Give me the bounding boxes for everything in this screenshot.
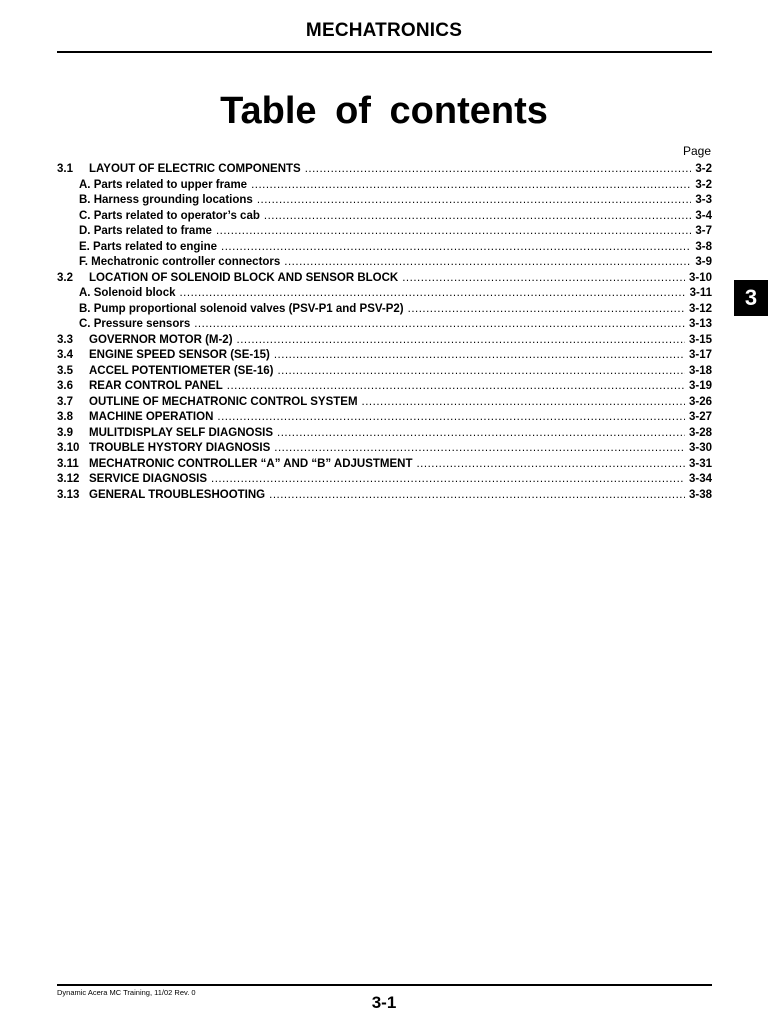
toc-entry-page: 3-38 (688, 488, 712, 501)
toc-entry-number: 3.13 (57, 488, 80, 501)
toc-entry-page: 3-19 (688, 380, 712, 392)
toc-entry[interactable] (57, 303, 712, 319)
toc-entry[interactable] (57, 318, 712, 334)
toc-entry-number: 3.3 (57, 333, 73, 346)
toc-entry-page: 3-34 (688, 473, 712, 485)
toc-entry-page: 3-13 (688, 318, 712, 330)
toc-entry-label: C. Parts related to operator’s cab (79, 209, 260, 222)
toc-entry-label: D. Parts related to frame (79, 225, 212, 237)
toc-entry-number: 3.9 (57, 426, 73, 439)
toc-entry-page: 3-28 (688, 426, 712, 439)
toc-entry-label: ENGINE SPEED SENSOR (SE-15) (89, 349, 270, 361)
footer-document-info: Dynamic Acera MC Training, 11/02 Rev. 0 (57, 988, 196, 997)
toc-dot-leader (305, 163, 692, 175)
toc-entry-label: LAYOUT OF ELECTRIC COMPONENTS (89, 163, 301, 175)
toc-entry-label: A. Parts related to upper frame (79, 178, 248, 191)
toc-entry-label: GOVERNOR MOTOR (M-2) (89, 333, 233, 346)
toc-entry-label: MECHATRONIC CONTROLLER “A” AND “B” ADJUSTMENT (89, 457, 413, 470)
toc-dot-leader (408, 303, 685, 315)
toc-entry-label: F. Mechatronic controller connectors (79, 256, 281, 268)
toc-entry-number: 3.4 (57, 349, 73, 361)
footer-page-number: 3-1 (371, 993, 397, 1012)
toc-dot-leader (362, 396, 685, 408)
toc-entry-label: ACCEL POTENTIOMETER (SE-16) (89, 364, 274, 377)
toc-entry[interactable] (57, 473, 712, 489)
toc-entry-label: E. Parts related to engine (79, 240, 218, 253)
toc-dot-leader (402, 272, 685, 284)
toc-entry-page: 3-30 (688, 442, 712, 454)
toc-entry-number: 3.6 (57, 380, 73, 392)
toc-entry-number: 3.1 (57, 163, 73, 175)
toc-dot-leader (274, 349, 685, 361)
toc-entry-page: 3-10 (688, 271, 712, 284)
toc-entry[interactable] (57, 163, 712, 179)
footer-rule (57, 984, 712, 986)
toc-entry[interactable] (57, 210, 712, 226)
toc-entry-label: TROUBLE HYSTORY DIAGNOSIS (89, 442, 271, 454)
toc-entry[interactable] (57, 272, 712, 288)
toc-entry[interactable] (57, 442, 712, 458)
header-rule (57, 51, 712, 53)
toc-entry-page: 3-12 (688, 302, 712, 315)
toc-entry-label: OUTLINE OF MECHATRONIC CONTROL SYSTEM (89, 395, 358, 408)
toc-entry-label: GENERAL TROUBLESHOOTING (89, 488, 266, 501)
toc-entry-page: 3-31 (688, 457, 712, 470)
toc-dot-leader (179, 287, 685, 299)
toc-entry-number: 3.11 (57, 457, 79, 470)
toc-dot-leader (217, 411, 685, 423)
toc-entry-page: 3-11 (689, 287, 712, 299)
toc-entry[interactable] (57, 334, 712, 350)
toc-entry-number: 3.12 (57, 473, 80, 485)
toc-entry-page: 3-9 (695, 256, 712, 268)
toc-entry-label: SERVICE DIAGNOSIS (89, 473, 208, 485)
toc-entry-page: 3-8 (695, 240, 712, 253)
toc-entry-number: 3.10 (57, 442, 80, 454)
toc-entry-label: B. Harness grounding locations (79, 194, 253, 206)
toc-entry-label: MACHINE OPERATION (89, 411, 214, 423)
toc-entry-page: 3-2 (695, 163, 712, 175)
toc-dot-leader (251, 179, 691, 191)
toc-entry-page: 3-26 (688, 395, 712, 408)
toc-entry-label: A. Solenoid block (79, 287, 176, 299)
toc-dot-leader (221, 241, 691, 253)
toc-dot-leader (274, 442, 685, 454)
toc-dot-leader (416, 458, 684, 470)
toc-entry-label: MULITDISPLAY SELF DIAGNOSIS (89, 426, 274, 439)
toc-entry-number: 3.8 (57, 411, 73, 423)
toc-entry[interactable] (57, 256, 712, 272)
toc-entry-page: 3-2 (695, 178, 712, 191)
section-header: MECHATRONICS (305, 20, 463, 41)
toc-entry-label: REAR CONTROL PANEL (89, 380, 223, 392)
toc-entry-label: C. Pressure sensors (79, 318, 191, 330)
toc-entry-page: 3-4 (695, 209, 712, 222)
toc-entry[interactable] (57, 225, 712, 241)
toc-entry-page: 3-27 (688, 411, 712, 423)
toc-entry[interactable] (57, 380, 712, 396)
toc-dot-leader (237, 334, 685, 346)
toc-entry[interactable] (57, 365, 712, 381)
toc-dot-leader (227, 380, 685, 392)
toc-dot-leader (277, 427, 685, 439)
toc-entry[interactable] (57, 179, 712, 195)
toc-dot-leader (194, 318, 685, 330)
toc-entry[interactable] (57, 411, 712, 427)
toc-entry-number: 3.7 (57, 395, 73, 408)
toc-entry[interactable] (57, 194, 712, 210)
toc-entry[interactable] (57, 287, 712, 303)
toc-entry[interactable] (57, 349, 712, 365)
toc-dot-leader (284, 256, 691, 268)
toc-entry-page: 3-7 (695, 225, 712, 237)
toc-entry-page: 3-17 (688, 349, 712, 361)
toc-entry-page: 3-15 (688, 333, 712, 346)
chapter-tab: 3 (734, 280, 768, 316)
toc-entry-page: 3-18 (688, 364, 712, 377)
toc-entry-label: LOCATION OF SOLENOID BLOCK AND SENSOR BLOCK (89, 271, 399, 284)
toc-entry[interactable] (57, 458, 712, 474)
page-title: Table of contents (220, 90, 548, 132)
toc-dot-leader (211, 473, 685, 485)
toc-dot-leader (269, 489, 685, 501)
toc-entry[interactable] (57, 396, 712, 412)
table-of-contents (57, 163, 712, 504)
toc-dot-leader (216, 225, 691, 237)
toc-dot-leader (264, 210, 692, 222)
toc-entry[interactable] (57, 241, 712, 257)
page-column-label: Page (682, 144, 711, 158)
toc-entry-label: B. Pump proportional solenoid valves (PSV-P1 and PSV-P2) (79, 302, 404, 315)
toc-dot-leader (277, 365, 685, 377)
toc-entry-page: 3-3 (695, 194, 712, 206)
toc-dot-leader (257, 194, 692, 206)
toc-entry-number: 3.5 (57, 364, 73, 377)
toc-entry-number: 3.2 (57, 271, 73, 284)
toc-entry[interactable] (57, 489, 712, 505)
toc-entry[interactable] (57, 427, 712, 443)
